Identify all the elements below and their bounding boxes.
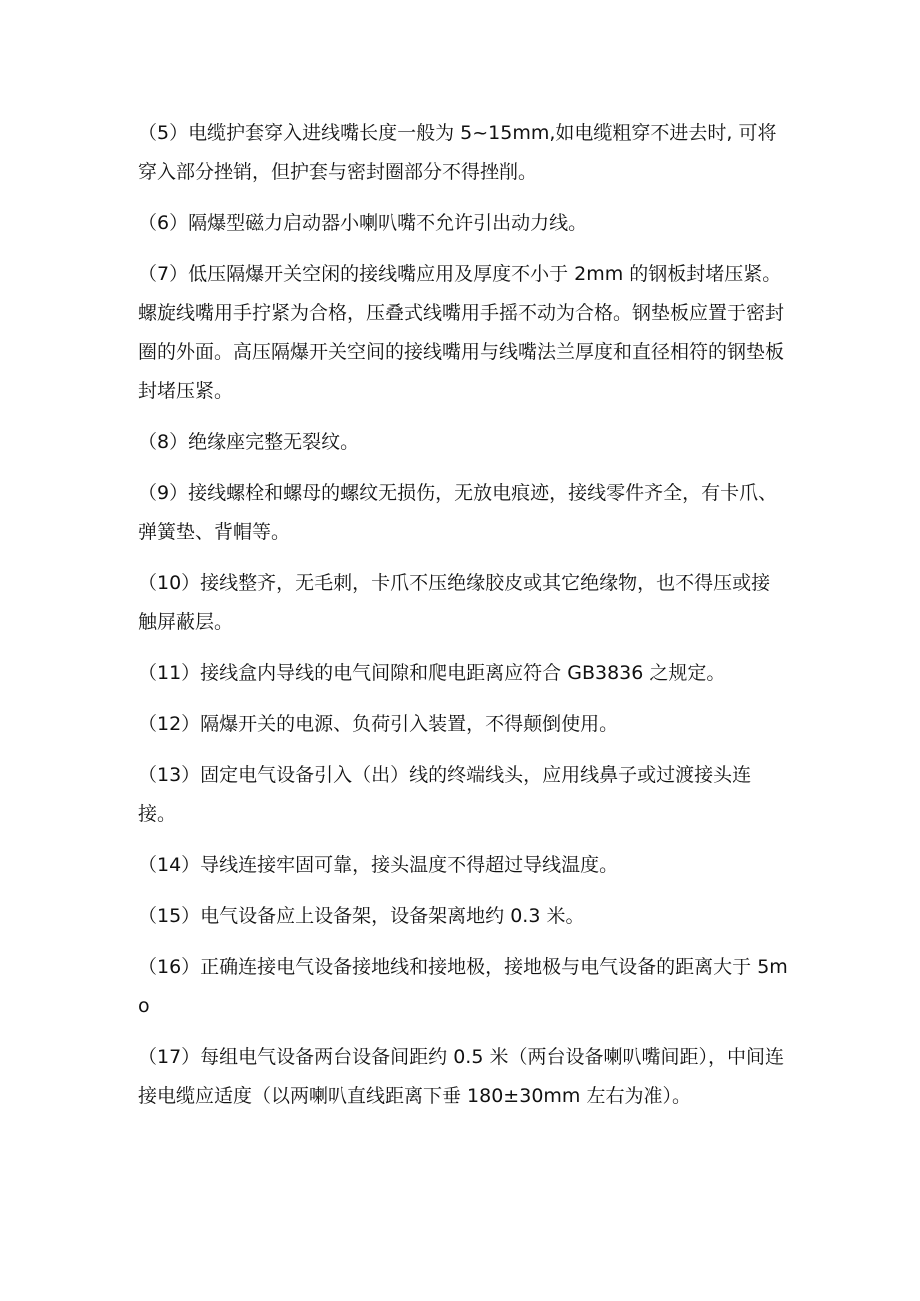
paragraph-item-11: （11）接线盒内导线的电气间隙和爬电距离应符合 GB3836 之规定。 — [138, 662, 726, 684]
paragraph-item-16: （16）正确连接电气设备接地线和接地极，接地极与电气设备的距离大于 5mo — [138, 956, 788, 1017]
paragraph-item-17: （17）每组电气设备两台设备间距约 0.5 米（两台设备喇叭嘴间距），中间连接电缆应适度（以两喇叭直线距离下垂 180±30mm 左右为准）。 — [138, 1046, 784, 1107]
paragraph-item-10: （10）接线整齐，无毛刺，卡爪不压绝缘胶皮或其它绝缘物，也不得压或接触屏蔽层。 — [138, 572, 771, 633]
document-body — [138, 114, 788, 1128]
paragraph-item-5: （5）电缆护套穿入进线嘴长度一般为 5~15mm,如电缆粗穿不进去时, 可将穿入部分挫销，但护套与密封圈部分不得挫削。 — [138, 122, 777, 183]
paragraph-item-12: （12）隔爆开关的电源、负荷引入装置，不得颠倒使用。 — [138, 713, 619, 735]
paragraph-item-7: （7）低压隔爆开关空闲的接线嘴应用及厚度不小于 2mm 的钢板封堵压紧。螺旋线嘴用手拧紧为合格，压叠式线嘴用手摇不动为合格。钢垫板应置于密封圈的外面。高压隔爆开关空间的接线嘴用与线嘴法兰厚度和直径相符的钢垫板封堵压紧。 — [138, 263, 785, 402]
paragraph-item-6: （6）隔爆型磁力启动器小喇叭嘴不允许引出动力线。 — [138, 212, 588, 234]
paragraph-item-8: （8）绝缘座完整无裂纹。 — [138, 431, 360, 453]
paragraph-item-14: （14）导线连接牢固可靠，接头温度不得超过导线温度。 — [138, 854, 619, 876]
paragraph-item-15: （15）电气设备应上设备架，设备架离地约 0.3 米。 — [138, 905, 585, 927]
paragraph-item-9: （9）接线螺栓和螺母的螺纹无损伤，无放电痕迹，接线零件齐全，有卡爪、弹簧垫、背帽等。 — [138, 482, 778, 543]
paragraph-item-13: （13）固定电气设备引入（出）线的终端线头，应用线鼻子或过渡接头连接。 — [138, 764, 752, 825]
